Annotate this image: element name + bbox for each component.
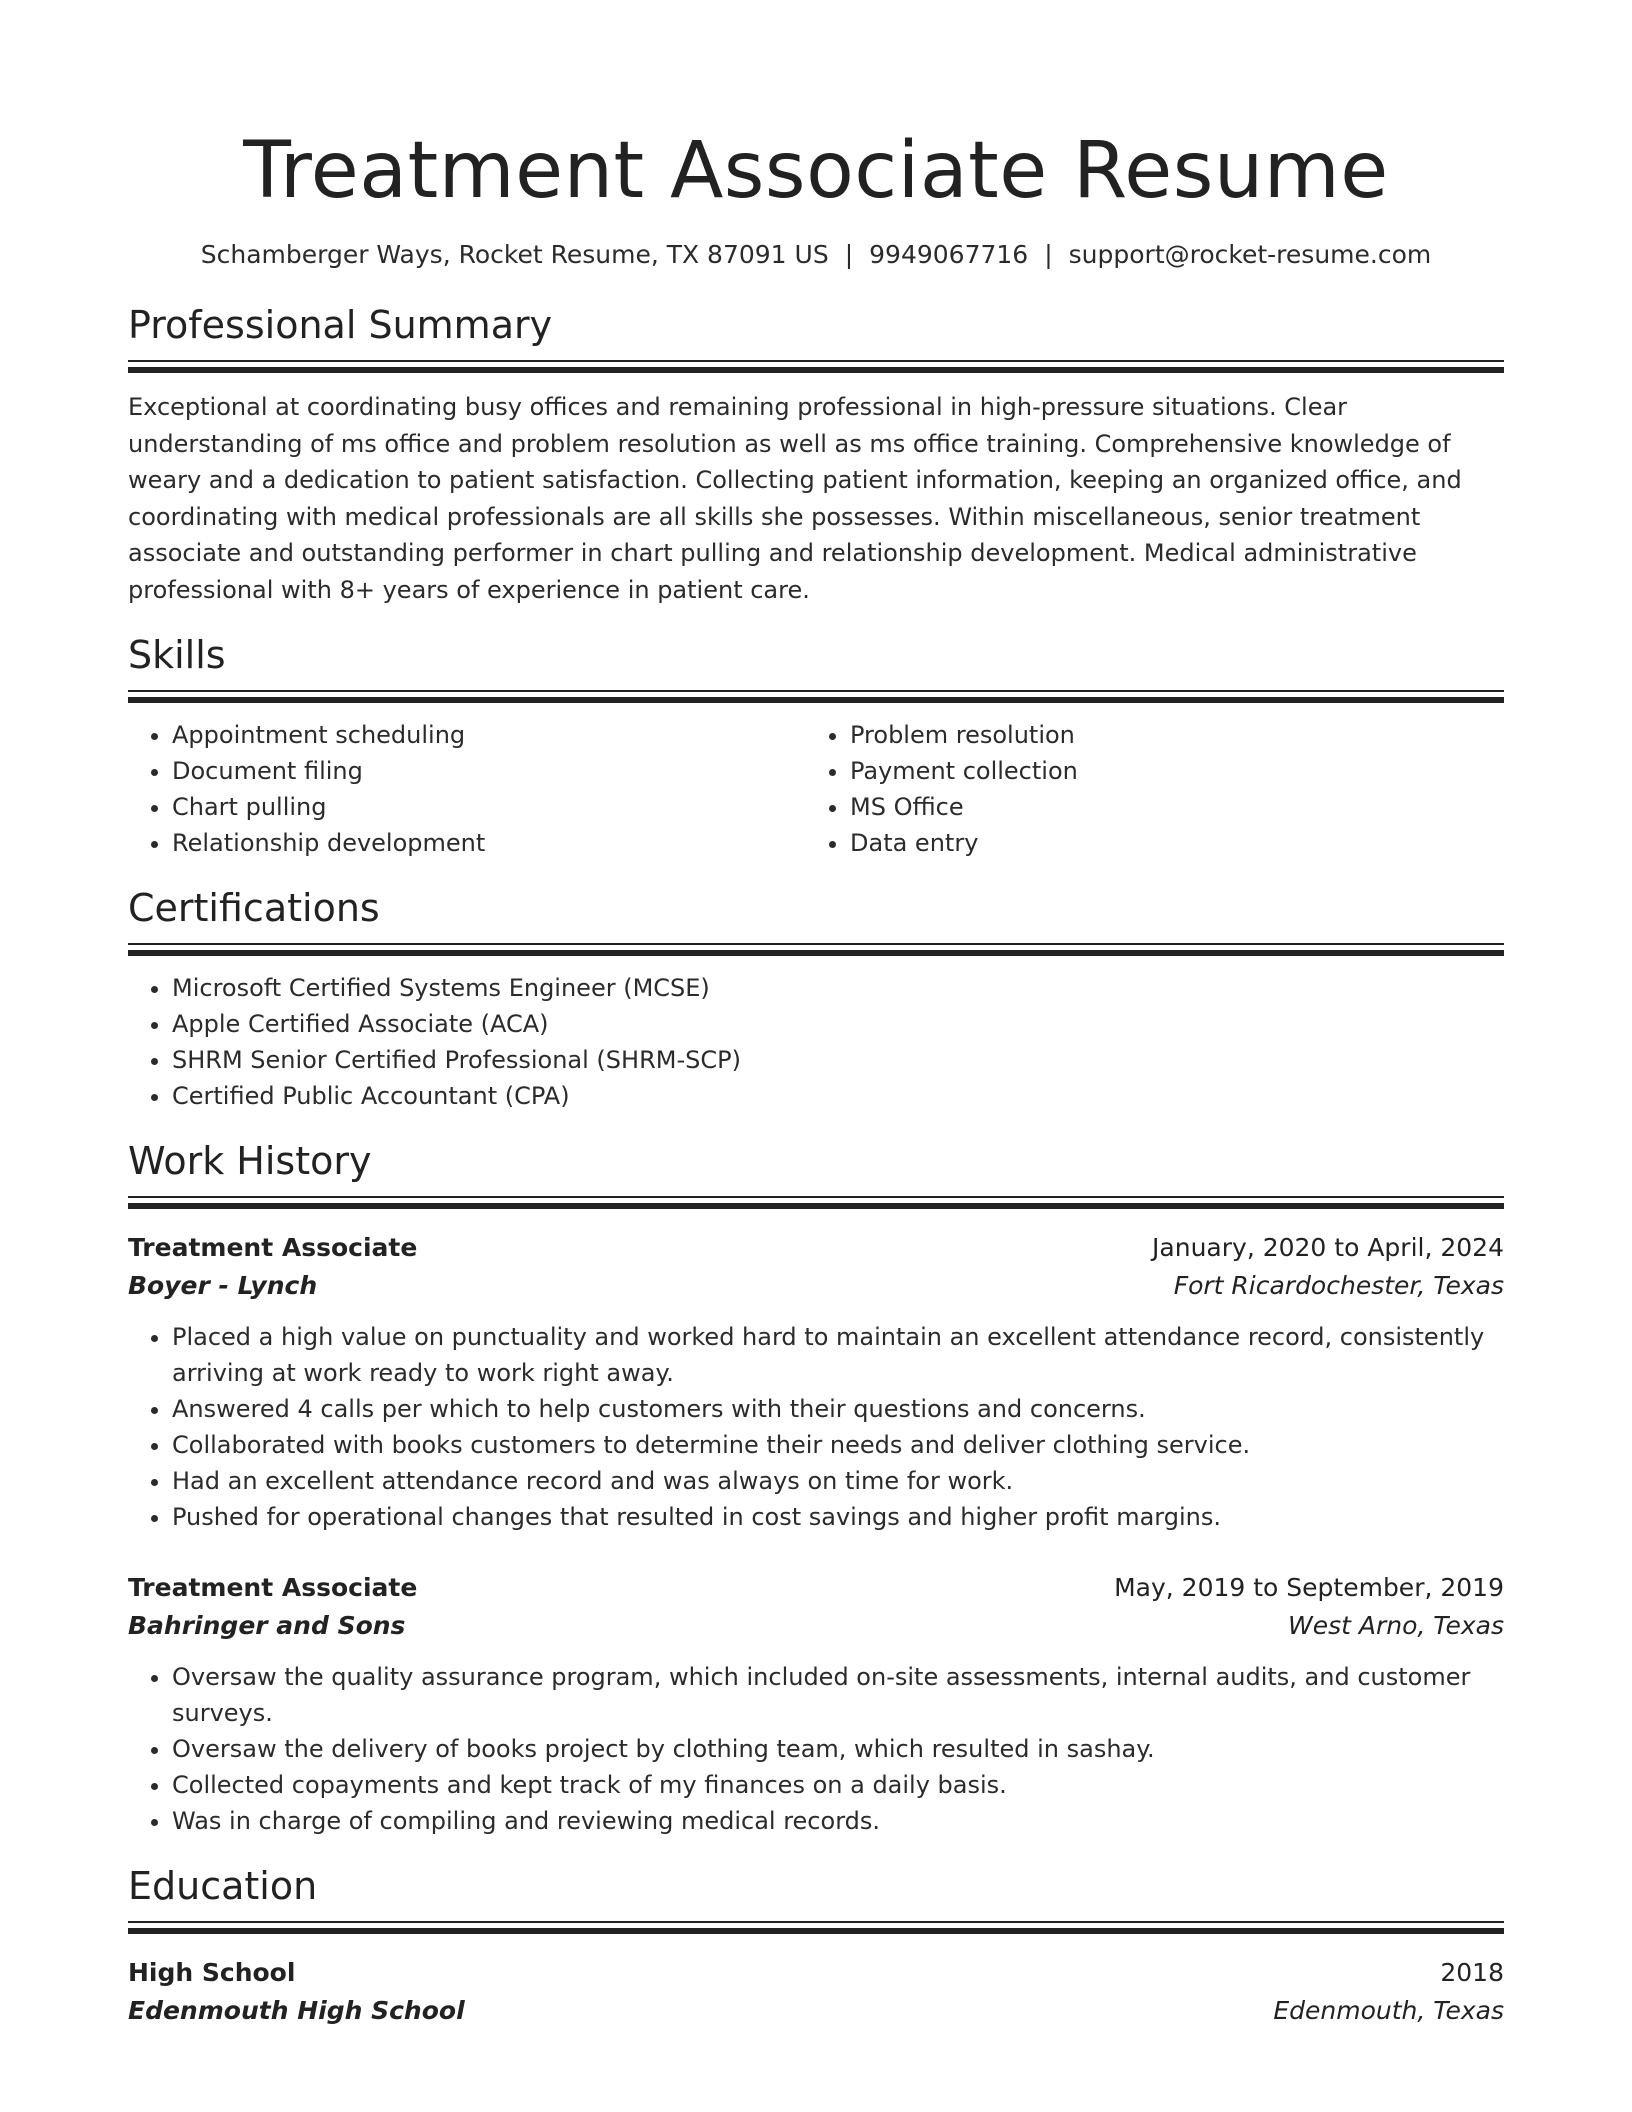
education-header-row [128,1954,1504,1992]
certification-item: • SHRM Senior Certified Professional (SHRM-SCP) [172,1042,1504,1078]
job-entry [128,1229,1504,1535]
education-degree: High School [128,1958,296,1987]
job-bullets [128,1659,1504,1839]
skill-item: • Data entry [850,825,1484,861]
summary-section [128,302,1504,608]
education-school: Edenmouth High School [128,1996,465,2025]
skill-item: • Problem resolution [850,717,1484,753]
contact-address: Schamberger Ways, Rocket Resume, TX 87091 US [200,240,829,269]
job-dates: January, 2020 to April, 2024 [1152,1233,1504,1262]
job-bullet: • Placed a high value on punctuality and worked hard to maintain an excellent attendance record, consistently arriving at work ready to work right away. [172,1319,1504,1391]
job-bullet: • Collaborated with books customers to determine their needs and deliver clothing service. [172,1427,1504,1463]
skills-list-left [128,717,806,861]
job-bullet: • Collected copayments and kept track of my finances on a daily basis. [172,1767,1504,1803]
summary-text: Exceptional at coordinating busy offices and remaining professional in high-pressure situations. Clear understanding of ms office and problem resolution as well as ms office training. Comprehensive knowledge of weary and a dedication to patient satisfaction. Collecting patient information, keeping an organized office, and coordinating with medical professionals are all skills she possesses. Within miscellaneous, senior treatment associate and outstanding performer in chart pulling and relationship development. Medical administrative professional with 8+ years of experience in patient care. [128,393,1462,604]
skill-item: • Payment collection [850,753,1484,789]
section-heading-work-history: Work History [128,1139,372,1183]
skill-item: • Appointment scheduling [172,717,806,753]
job-location: Fort Ricardochester, Texas [1173,1271,1504,1300]
certification-item: • Apple Certified Associate (ACA) [172,1006,1504,1042]
skills-section [128,632,1504,861]
job-subheader-row [128,1607,1504,1645]
skill-item: • Relationship development [172,825,806,861]
job-bullet: • Pushed for operational changes that resulted in cost savings and higher profit margins. [172,1499,1504,1535]
job-title: Treatment Associate [128,1233,418,1262]
section-divider [128,943,1504,956]
job-entry [128,1569,1504,1839]
section-heading-summary: Professional Summary [128,303,553,347]
skills-grid [128,717,1504,861]
job-company: Bahringer and Sons [128,1611,406,1640]
education-entry [128,1954,1504,2030]
job-subheader-row [128,1267,1504,1305]
contact-phone[interactable]: 9949067716 [869,240,1029,269]
contact-separator: | [844,240,854,269]
section-heading-education: Education [128,1864,318,1908]
job-title: Treatment Associate [128,1573,418,1602]
resume-title: Treatment Associate Resume [243,126,1389,216]
resume-page [128,0,1504,2030]
work-history-section [128,1138,1504,1839]
certifications-section [128,885,1504,1114]
skills-list-right [806,717,1484,861]
contact-line [128,238,1504,272]
job-bullets [128,1319,1504,1535]
education-subheader-row [128,1992,1504,2030]
section-heading-skills: Skills [128,633,226,677]
job-bullet: • Had an excellent attendance record and was always on time for work. [172,1463,1504,1499]
certifications-list [128,970,1504,1114]
education-year: 2018 [1440,1958,1504,1987]
contact-separator: | [1044,240,1053,269]
education-section [128,1863,1504,2030]
section-divider [128,690,1504,703]
skill-item: • Chart pulling [172,789,806,825]
certification-item: • Certified Public Accountant (CPA) [172,1078,1504,1114]
skill-item: • Document filing [172,753,806,789]
section-heading-certifications: Certifications [128,886,380,930]
section-divider [128,360,1504,373]
certification-item: • Microsoft Certified Systems Engineer (MCSE) [172,970,1504,1006]
job-header-row [128,1229,1504,1267]
job-bullet: • Oversaw the delivery of books project by clothing team, which resulted in sashay. [172,1731,1504,1767]
job-bullet: • Answered 4 calls per which to help customers with their questions and concerns. [172,1391,1504,1427]
section-divider [128,1196,1504,1209]
education-location: Edenmouth, Texas [1273,1996,1504,2025]
job-location: West Arno, Texas [1288,1611,1504,1640]
job-company: Boyer - Lynch [128,1271,318,1300]
section-divider [128,1921,1504,1934]
job-bullet: • Was in charge of compiling and reviewing medical records. [172,1803,1504,1839]
job-dates: May, 2019 to September, 2019 [1114,1573,1504,1602]
skill-item: • MS Office [850,789,1484,825]
job-header-row [128,1569,1504,1607]
job-bullet: • Oversaw the quality assurance program, which included on-site assessments, internal audits, and customer surveys. [172,1659,1504,1731]
contact-email[interactable]: support@rocket-resume.com [1068,240,1432,269]
